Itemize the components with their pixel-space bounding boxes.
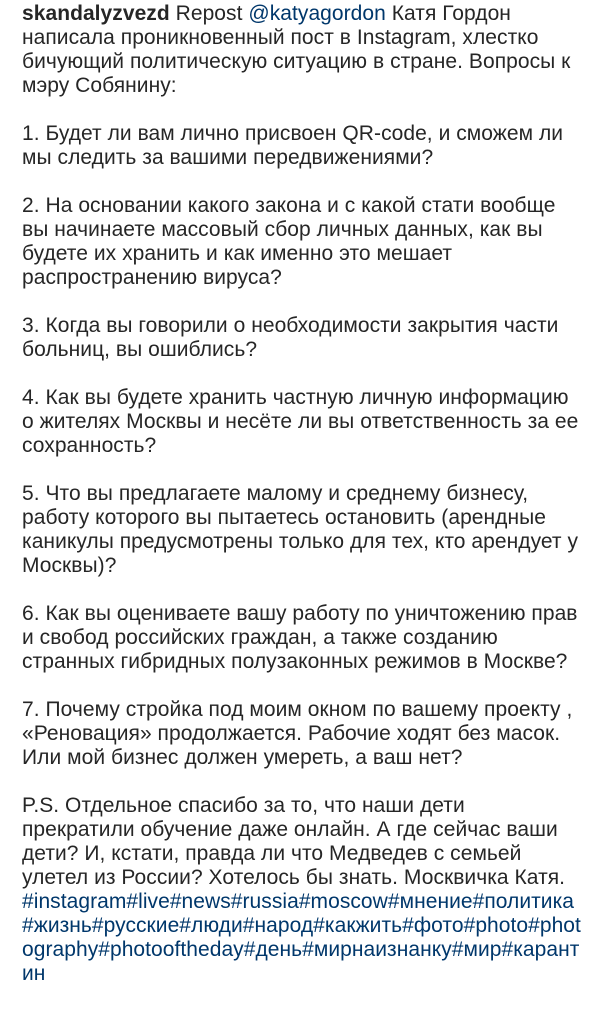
postscript-text: P.S. Отдельное спасибо за то, что наши дети прекратили обучение даже онлайн. А где сейчас ваши дети? И, кстати, правда ли что Медведев с семьей улетел из России? Хотелось бы знать. Москвичка Катя. (22, 794, 566, 889)
question-2: 2. На основании какого закона и с какой стати вообще вы начинаете массовый сбор личных данных, как вы будете их хранить и как именно это мешает распространению вируса? (22, 194, 556, 289)
repost-label: Repost (175, 2, 243, 25)
hashtags-link[interactable]: #instagram#live#news#russia#moscow#мнение#политика#жизнь#русские#люди#народ#какжить#фото#photo#photography#photooftheday#день#мирнаизнанку#мир#карантин (22, 890, 581, 985)
question-6: 6. Как вы оцениваете вашу работу по уничтожению прав и свобод российских граждан, а также созданию странных гибридных полузаконных режимов в Москве? (22, 602, 578, 673)
question-4: 4. Как вы будете хранить частную личную информацию о жителях Москвы и несёте ли вы ответственность за ее сохранность? (22, 386, 579, 457)
question-1: 1. Будет ли вам лично присвоен QR-code, и сможем ли мы следить за вашими передвижениями? (22, 122, 564, 169)
postscript (22, 794, 582, 986)
question-7: 7. Почему стройка под моим окном по вашему проекту , «Реновация» продолжается. Рабочие ходят без масок. Или мой бизнес должен умереть, а ваш нет? (22, 698, 573, 769)
username-link[interactable]: skandalyzvezd (22, 2, 170, 25)
intro-text: Катя Гордон написала проникновенный пост в Instagram, хлестко бичующий политическую ситуацию в стране. Вопросы к мэру Собянину: (22, 2, 571, 97)
post-intro (22, 2, 582, 98)
mention-link[interactable]: @katyagordon (248, 2, 386, 25)
question-3: 3. Когда вы говорили о необходимости закрытия части больниц, вы ошиблись? (22, 314, 559, 361)
question-5: 5. Что вы предлагаете малому и среднему бизнесу, работу которого вы пытаетесь остановить (арендные каникулы предусмотрены только для тех, кто арендует у Москвы)? (22, 482, 579, 577)
